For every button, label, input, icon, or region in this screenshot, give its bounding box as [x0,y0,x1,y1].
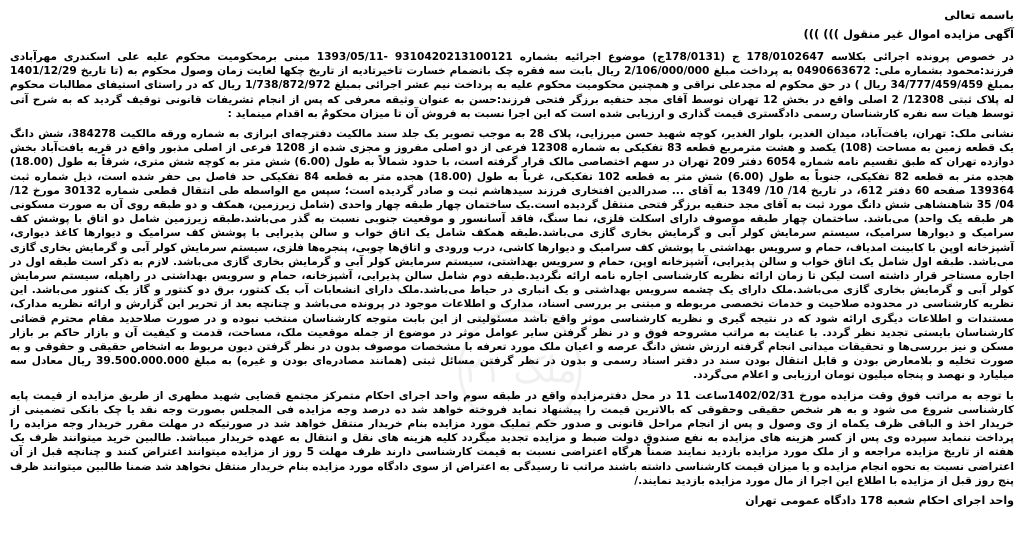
auction-terms-paragraph: با توجه به مراتب فوق وقت مزایده مورخ 1402/02/31ساعت 11 در محل دفترمزایده واقع در طبقه سوم واحد اجرای احکام متمرکز مجتمع قضایی شهید مطهری از طریق مزایده از قیمت پایه کارشناسی شروع می شود و به هر شخص حقیقی وحقوقی که بالاترین قیمت را پیشنهاد نماید فروخته خواهد شد ده درصد وجه مزایده فی المجلس بصورت وجه نقد یا چک بانکی تضمینی از خریدار اخذ و الباقی ظرف یکماه از وی وصول و پس از انجام مراحل قانونی و صدور حکم تملیک مورد مزایده بنام خریدار منتقل خواهد شد در صورتیکه در مهلت مقرر خریدار وجه مزایده را پرداخت ننماید سپرده وی پس از کسر هزینه های مزایده به نفع صندوق دولت ضبط و مزایده تجدید میگردد کلیه هزینه های نقل و انتقال به عهده خریدار میباشد. طالبین خرید میتوانند ظرف یک هفته از تاریخ مزایده مراجعه و از ملک مورد مزایده بازدید نمایند ضمناً هرگاه اعتراضی نسبت به قیمت کارشناسی دارند ظرف مهلت 5 روز از مزایده میتوانند اعتراض کنند و چنانچه قبل از آن اعتراضی نسبت به نحوه انجام مزایده و یا میزان قیمت کارشناسی داشته باشند مراتب تا رسیدگی به اعتراض از سوی دادگاه مورد مزایده بنام خریدار منتقل نخواهد شد ضمنا طالبین میتوانند ظرف پنج روز قبل از مزایده با اطلاع این اجرا از مال مورد مزایده بازدید نمایند./ [10,389,1015,487]
property-description-paragraph: نشانی ملک: تهران، یافت‌آباد، میدان الغدیر، بلوار الغدیر، کوچه شهید حسن میرزایی، پلاک 28 به موجب تصویر یک جلد سند مالکیت دفترچه‌ای ابرازی به شماره ورقه مالکیت 384278، شش دانگ یک قطعه زمین به مساحت (108) یکصد و هشت مترمربع قطعه 83 تفکیکی به شماره 12308 فرعی از دو اصلی مفروز و مجزی شده از 1208 فرعی از اصلی مذبور واقع در قریه یافت‌آباد بخش دوازده تهران که طبق تقسیم نامه شماره 6054 دفتر 209 تهران در سهم اختصاصی مالک قرار گرفته است، با حدود شمالاً به طول (6.00) شش متر به کوچه شش متری، شرقاً به طول (18.00) هجده متر به قطعه 82 تفکیکی، جنوباً به طول (6.00) شش متر به قطعه 102 تفکیکی، غرباً به طول (18.00) هجده متر به قطعه 84 تفکیکی حد فاصل بی حفر شده است، ذیل شماره ثبت 139364 صفحه 60 دفتر 612، در تاریخ 14/ 10/ 1349 به آقای ... صدرالدین افتخاری فرزند سید‌هاشم ثبت و صادر گردیده است؛ سپس مع الواسطه طی انتقال قطعی شماره 30132 مورخ 12/ 04/ 35 شاهنشاهی شش دانگ مورد ثبت به آقای مجد حنفیه برزگر فتحی منتقل گردیده است.یک ساختمان چهار طبقه چهار واحدی (شامل زیرزمین، همکف و دو طبقه روی آن به صورت مسکونی هر طبقه یک واحد) می‌باشد. ساختمان چهار طبقه موصوف دارای اسکلت فلزی، نما سنگ، فاقد آسانسور و موقعیت جنوبی نسبت به گذر می‌باشد.طبقه زیرزمین شامل دو اتاق با پوشش کف سرامیک و دیوارها سرامیک، سیستم سرمایش کولر آبی و گرمایش بخاری گازی می‌باشد.طبقه همکف شامل یک اتاق خواب و سالن پذیرایی با پوشش کف سرامیک و دیوارها کاغذ دیواری، آشپزخانه اوپن با کابینت امدیاف، حمام و سرویس بهداشتی با پوشش کف سرامیک و دیوارها کاشی، درب ورودی و اتاق‌ها چوبی، پنجره‌ها فلزی، سیستم سرمایش کولر آبی و گرمایش بخاری گازی می‌باشد. طبقه اول شامل یک اتاق خواب و سالن پذیرایی، آشپزخانه اوپن، حمام و سرویس بهداشتی، سیستم سرمایش کولر آبی و گرمایش بخاری گازی می‌باشد. لازم به ذکر است طبقه اول در اجاره مستاجر قرار داشته است لیکن تا زمان ارائه نظریه کارشناسی اجاره نامه ارائه نگردید.طبقه دوم شامل سالن پذیرایی، آشپزخانه، حمام و سرویس بهداشتی در راهپله، سیستم سرمایش کولر آبی و گرمایش بخاری گازی می‌باشد.ملک دارای یک چشمه سرویس بهداشتی و یک انباری در حیاط می‌باشد.ملک دارای انشعابات آب یک کنتور، برق دو کنتور و گاز یک کنتور می‌باشد. این نظریه کارشناسی در محدوده صلاحیت و خدمات تخصصی مربوطه و مبتنی بر بررسی اسناد، مدارک و اطلاعات موجود در پرونده می‌باشد و چنانچه بعد از تحریر این گزارش و ارائه نظریه مدارک، مستندات و اطلاعات دیگری ارائه شود که در نتیجه گیری و نظریه کارشناسی موثر واقع باشد مسئولیتی از این بابت متوجه کارشناسان منتخب نبوده و در صورت صلاحدید مقام محترم قضائی کارشناسان بایستی تجدید نظر گردد. با عنایت به مراتب مشروحه فوق و در نظر گرفتن سایر عوامل موثر در موضوع از جمله موقعیت ملک، مساحت، قدمت و کیفیت آن و بازار حاکم بر بازار مسکن و نیز بررسی‌ها و تحقیقات میدانی انجام گرفته ارزش شش دانگ عرصه و اعیان ملک مورد تعرفه با مشخصات موصوف بدون در نظر گرفتن دیون مربوط به اشخاص حقیقی و حقوقی و به صورت تخلیه و بلامعارض بودن و قابل انتقال بودن سند در دفتر اسناد رسمی و بدون در نظر گرفتن مسائل ثبتی (همانند مصادره‌ای بودن و غیره) به مبلغ 39.500.000.000 ریال معادل سه میلیارد و نهصد و پنجاه میلیون تومان ارزیابی و اعلام می‌گردد. [10,128,1015,382]
notice-document [10,6,1014,540]
case-paragraph: در خصوص پرونده اجرائی بکلاسه 178/0102647 ج (178/0131ج) موضوع اجرائیه بشماره 9310420213100121 -1393/05/11 مبنی برمحکومیت محکوم علیه علی اسکندری مهرآبادی فرزند:محمود بشماره ملی: 0490663672 به پرداخت مبلغ 2/106/000/000 ریال بابت سه فقره چک باتضمام خسارت تاخیرتادیه از تاریخ چکها لغایت زمان وصول محکوم به (تا تاریخ 1401/12/29 بمبلغ 34/777/459/459 ریال ) در حق محکوم له مجدعلی نراقی و همچنین محکومیت محکوم علیه به پرداخت نیم عشر اجرائی بمبلغ 1/738/872/972 ریال که در راستای استیفای مطالبات محکوم له پلاک ثبتی 12308/ 2 اصلی واقع در بخش 12 تهران توسط آقای مجد حنفیه برزگر فتحی فرزند:حسن به عنوان وثیقه معرفی که پس از انجام تشریفات قانونی توقیف گردید که به شرح آتی توسط هیات سه نفره کارشناسان رسمی دادگستری قیمت گذاری و ارزیابی شده است که این اجرا نسبت به فروش آن تا میزان محکومٌ به اقدام مینماید : [10,51,1014,120]
basmala-heading: باسمه تعالی [944,8,1014,22]
watermark-text: ملک ۲۱ [463,350,577,391]
notice-title: آگهی مزایده اموال غیر منقول ))) ))) [803,27,1014,41]
signature-line: واحد اجرای احکام شعبه 178 دادگاه عمومی تهران [745,494,1014,508]
